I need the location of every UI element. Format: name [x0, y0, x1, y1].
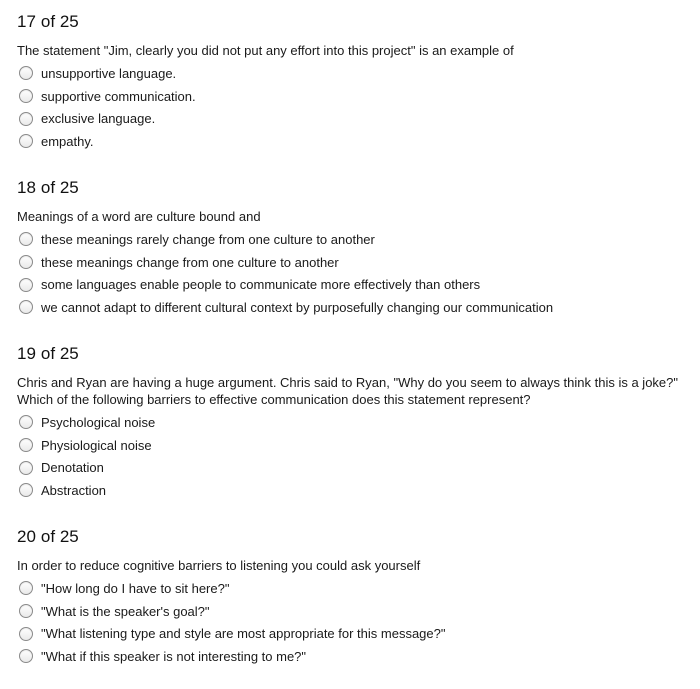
question-text-line: Chris and Ryan are having a huge argument. Chris said to Ryan, "Why do you seem to always think this is a joke?"	[17, 375, 679, 390]
question-of: of	[40, 527, 56, 546]
option-label[interactable]: Denotation	[41, 460, 104, 476]
question-text: In order to reduce cognitive barriers to listening you could ask yourself	[17, 558, 421, 573]
question-text	[17, 374, 693, 408]
answer-option[interactable]	[17, 273, 693, 296]
answer-option[interactable]	[17, 62, 693, 85]
radio-button[interactable]	[19, 255, 33, 269]
option-label[interactable]: "What is the speaker's goal?"	[41, 603, 210, 619]
radio-button[interactable]	[19, 232, 33, 246]
answer-options	[17, 577, 693, 668]
radio-button[interactable]	[19, 278, 33, 292]
answer-option[interactable]	[17, 479, 693, 502]
question-of: of	[40, 344, 56, 363]
radio-button[interactable]	[19, 604, 33, 618]
question-number: 18 of 25	[17, 178, 79, 197]
option-label[interactable]: "What listening type and style are most appropriate for this message?"	[41, 626, 446, 642]
question-text: Meanings of a word are culture bound and	[17, 209, 261, 224]
radio-button[interactable]	[19, 483, 33, 497]
option-label[interactable]: these meanings change from one culture to another	[41, 254, 339, 270]
option-label[interactable]: unsupportive language.	[41, 65, 177, 81]
answer-option[interactable]	[17, 130, 693, 153]
radio-button[interactable]	[19, 438, 33, 452]
option-label[interactable]: supportive communication.	[41, 88, 196, 104]
question-20	[17, 527, 693, 668]
answer-options	[17, 228, 693, 319]
question-number: 17 of 25	[17, 12, 79, 31]
question-text-line: Which of the following barriers to effective communication does this statement represent?	[17, 392, 531, 407]
question-17	[17, 12, 693, 153]
option-label[interactable]: "How long do I have to sit here?"	[41, 580, 230, 596]
option-label[interactable]: Psychological noise	[41, 414, 156, 430]
answer-option[interactable]	[17, 107, 693, 130]
answer-options	[17, 411, 693, 502]
radio-button[interactable]	[19, 66, 33, 80]
answer-option[interactable]	[17, 411, 693, 434]
question-19	[17, 344, 693, 502]
radio-button[interactable]	[19, 89, 33, 103]
radio-button[interactable]	[19, 415, 33, 429]
option-label[interactable]: these meanings rarely change from one culture to another	[41, 231, 375, 247]
question-number: 19 of 25	[17, 344, 79, 363]
answer-option[interactable]	[17, 85, 693, 108]
answer-option[interactable]	[17, 228, 693, 251]
answer-option[interactable]	[17, 434, 693, 457]
radio-button[interactable]	[19, 581, 33, 595]
radio-button[interactable]	[19, 461, 33, 475]
option-label[interactable]: empathy.	[41, 133, 94, 149]
question-of: of	[40, 12, 56, 31]
radio-button[interactable]	[19, 300, 33, 314]
option-label[interactable]: some languages enable people to communicate more effectively than others	[41, 277, 481, 293]
answer-options	[17, 62, 693, 153]
answer-option[interactable]	[17, 622, 693, 645]
answer-option[interactable]	[17, 600, 693, 623]
option-label[interactable]: "What if this speaker is not interesting to me?"	[41, 648, 307, 664]
answer-option[interactable]	[17, 251, 693, 274]
answer-option[interactable]	[17, 645, 693, 668]
answer-option[interactable]	[17, 456, 693, 479]
question-text: The statement "Jim, clearly you did not put any effort into this project" is an example of	[17, 43, 514, 58]
answer-option[interactable]	[17, 296, 693, 319]
option-label[interactable]: exclusive language.	[41, 111, 156, 127]
answer-option[interactable]	[17, 577, 693, 600]
option-label[interactable]: we cannot adapt to different cultural context by purposefully changing our communication	[41, 299, 554, 315]
question-18	[17, 178, 693, 319]
option-label[interactable]: Physiological noise	[41, 437, 152, 453]
question-number: 20 of 25	[17, 527, 79, 546]
question-of: of	[40, 178, 56, 197]
radio-button[interactable]	[19, 112, 33, 126]
option-label[interactable]: Abstraction	[41, 482, 107, 498]
radio-button[interactable]	[19, 627, 33, 641]
radio-button[interactable]	[19, 134, 33, 148]
radio-button[interactable]	[19, 649, 33, 663]
